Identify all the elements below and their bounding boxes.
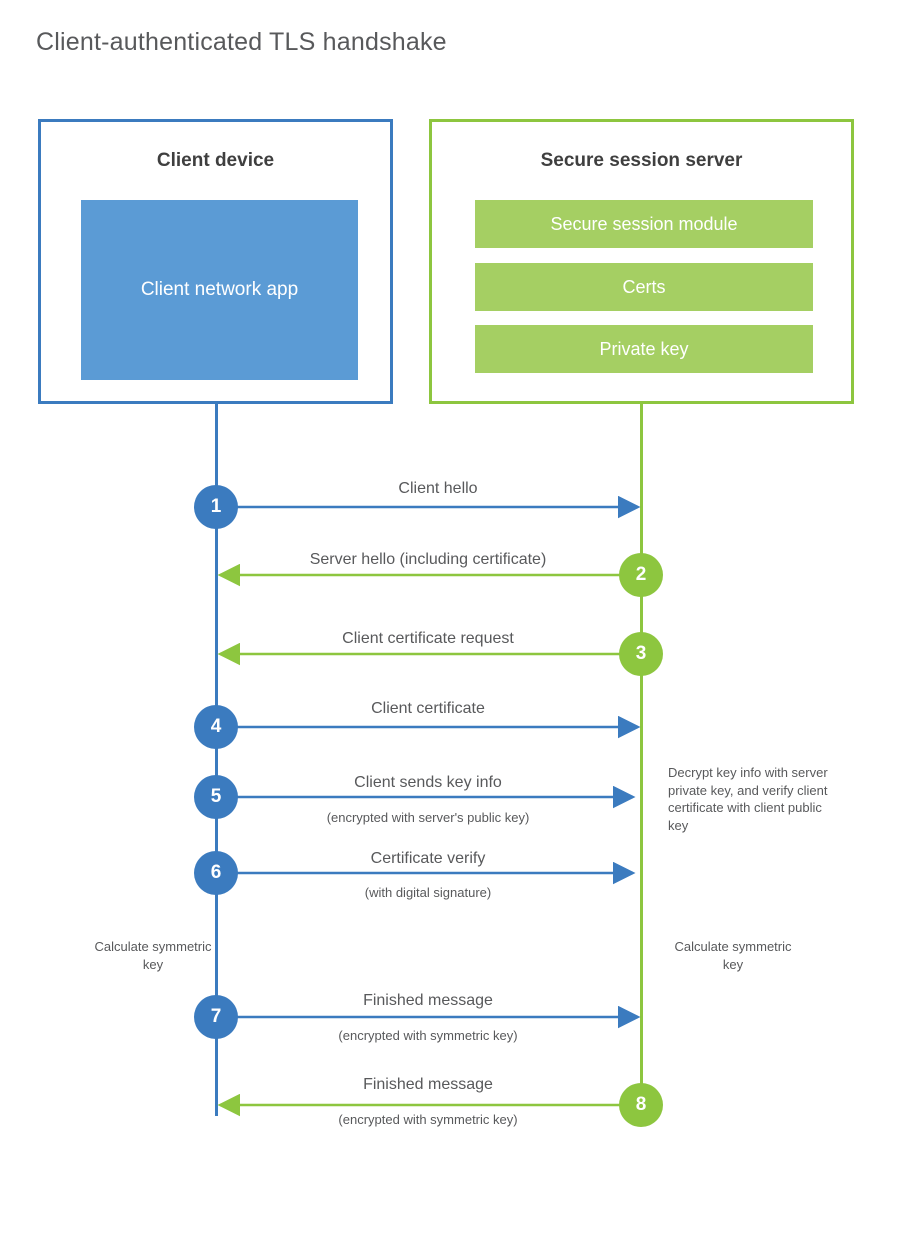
page-title: Client-authenticated TLS handshake xyxy=(36,28,447,56)
message-sublabel-7: (encrypted with symmetric key) xyxy=(338,1028,518,1043)
private-key-block: Private key xyxy=(475,325,813,373)
step-circle-4: 4 xyxy=(194,705,238,749)
step-circle-8: 8 xyxy=(619,1083,663,1127)
secure-session-server-title: Secure session server xyxy=(540,150,743,171)
message-sublabel-6: (with digital signature) xyxy=(364,885,492,900)
secure-session-module-block: Secure session module xyxy=(475,200,813,248)
client-calc-note: Calculate symmetric key xyxy=(94,939,212,972)
step-circle-2: 2 xyxy=(619,553,663,597)
step-circle-5: 5 xyxy=(194,775,238,819)
message-label-2: Server hello (including certificate) xyxy=(309,551,547,568)
message-sublabel-8: (encrypted with symmetric key) xyxy=(338,1112,518,1127)
step-circle-1: 1 xyxy=(194,485,238,529)
message-sublabel-5: (encrypted with server's public key) xyxy=(326,810,530,825)
message-label-4: Client certificate xyxy=(371,700,485,717)
server-decrypt-note: Decrypt key info with server private key, and verify client certificate with client public key xyxy=(668,765,828,833)
step-circle-6: 6 xyxy=(194,851,238,895)
client-device-title: Client device xyxy=(156,150,275,171)
message-label-1: Client hello xyxy=(398,480,478,497)
message-label-5: Client sends key info xyxy=(354,774,502,791)
message-label-6: Certificate verify xyxy=(370,850,486,867)
step-circle-3: 3 xyxy=(619,632,663,676)
client-network-app-block: Client network app xyxy=(81,200,358,380)
server-calc-note: Calculate symmetric key xyxy=(674,939,792,972)
step-circle-7: 7 xyxy=(194,995,238,1039)
certs-block: Certs xyxy=(475,263,813,311)
server-lifeline xyxy=(640,404,643,1106)
message-label-8: Finished message xyxy=(363,1076,493,1093)
message-label-7: Finished message xyxy=(363,992,493,1009)
client-device-box xyxy=(38,119,393,404)
message-label-3: Client certificate request xyxy=(342,630,514,647)
secure-session-server-box xyxy=(429,119,854,404)
